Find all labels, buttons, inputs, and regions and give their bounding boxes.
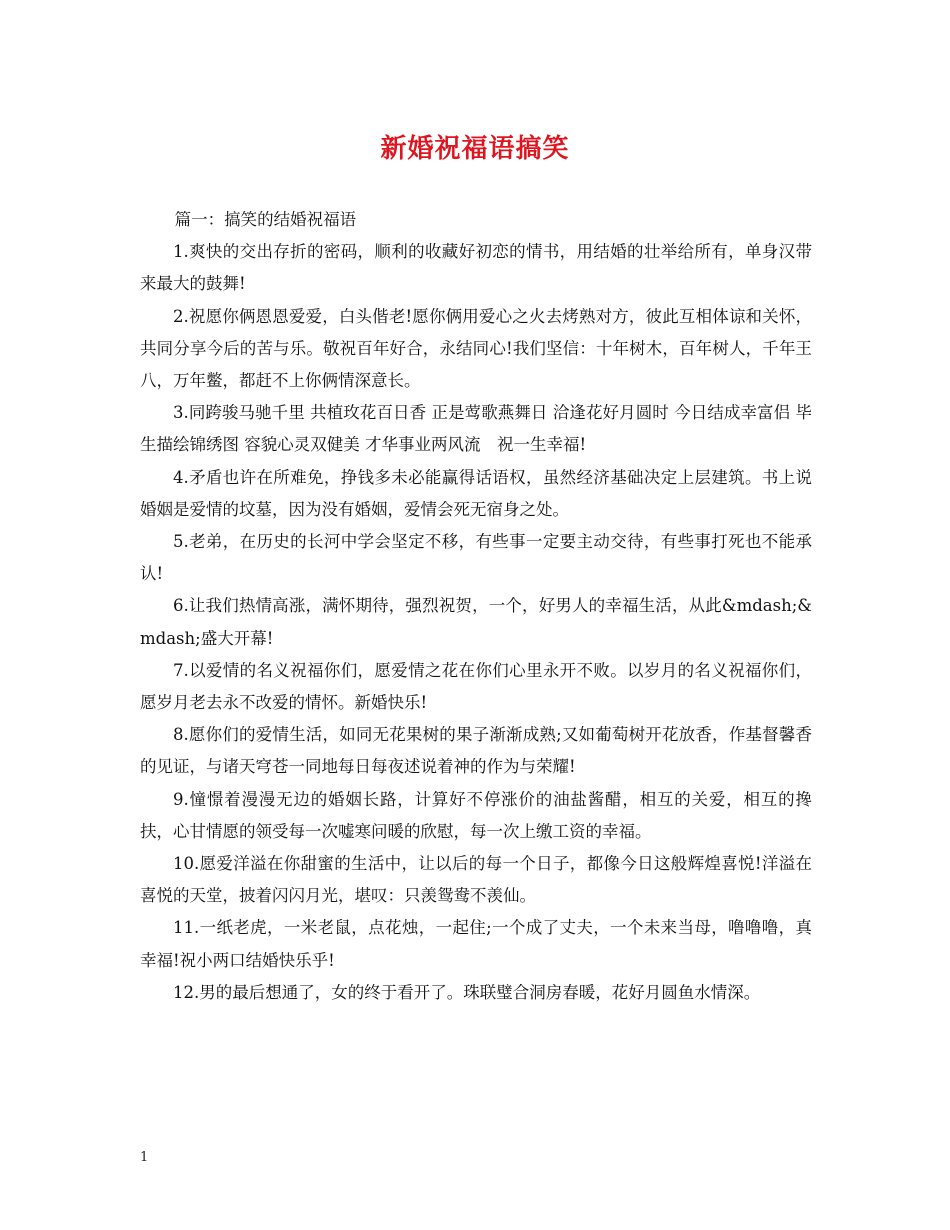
paragraph-6: 6.让我们热情高涨，满怀期待，强烈祝贺，一个，好男人的幸福生活，从此&mdash;&mdash;盛大开幕!	[140, 596, 812, 648]
paragraph-3: 3.同跨骏马驰千里 共植玫花百日香 正是莺歌燕舞日 洽逢花好月圆时 今日结成幸富侣 毕生描绘锦绣图 容貌心灵双健美 才华事业两风流 祝一生幸福!	[140, 403, 812, 455]
paragraph-2: 2.祝愿你俩恩恩爱爱，白头偕老!愿你俩用爱心之火去烤熟对方，彼此互相体谅和关怀，共同分享今后的苦与乐。敬祝百年好合，永结同心!我们坚信：十年树木，百年树人，千年王八，万年鳖，都赶不上你俩情深意长。	[140, 306, 812, 391]
document-title: 新婚祝福语搞笑	[380, 134, 570, 164]
paragraph-5: 5.老弟，在历史的长河中学会坚定不移，有些事一定要主动交待，有些事打死也不能承认!	[140, 532, 812, 584]
paragraph-10: 10.愿爱洋溢在你甜蜜的生活中，让以后的每一个日子，都像今日这般辉煌喜悦!洋溢在喜悦的天堂，披着闪闪月光，堪叹：只羡鸳鸯不羡仙。	[140, 854, 812, 906]
section-heading: 篇一：搞笑的结婚祝福语	[174, 210, 357, 229]
paragraph-12: 12.男的最后想通了，女的终于看开了。珠联璧合洞房春暖，花好月圆鱼水情深。	[173, 982, 761, 1002]
paragraph-11: 11.一纸老虎，一米老鼠，点花烛，一起住;一个成了丈夫，一个未来当母，噜噜噜，真幸福!祝小两口结婚快乐乎!	[140, 918, 812, 970]
paragraph-9: 9.憧憬着漫漫无边的婚姻长路，计算好不停涨价的油盐酱醋，相互的关爱，相互的搀扶，心甘情愿的领受每一次嘘寒问暖的欣慰，每一次上缴工资的幸福。	[140, 789, 812, 841]
page-number: 1	[140, 1150, 149, 1165]
paragraph-8: 8.愿你们的爱情生活，如同无花果树的果子渐渐成熟;又如葡萄树开花放香，作基督馨香的见证，与诸天穹苍一同地每日每夜述说着神的作为与荣耀!	[140, 725, 812, 777]
paragraph-7: 7.以爱情的名义祝福你们，愿爱情之花在你们心里永开不败。以岁月的名义祝福你们，愿岁月老去永不改爱的情怀。新婚快乐!	[140, 660, 812, 713]
document-body	[140, 204, 812, 1009]
paragraph-4: 4.矛盾也许在所难免，挣钱多未必能赢得话语权，虽然经济基础决定上层建筑。书上说婚姻是爱情的坟墓，因为没有婚姻，爱情会死无宿身之处。	[140, 467, 812, 519]
paragraph-1: 1.爽快的交出存折的密码，顺利的收藏好初恋的情书，用结婚的壮举给所有，单身汉带来最大的鼓舞!	[140, 242, 812, 294]
